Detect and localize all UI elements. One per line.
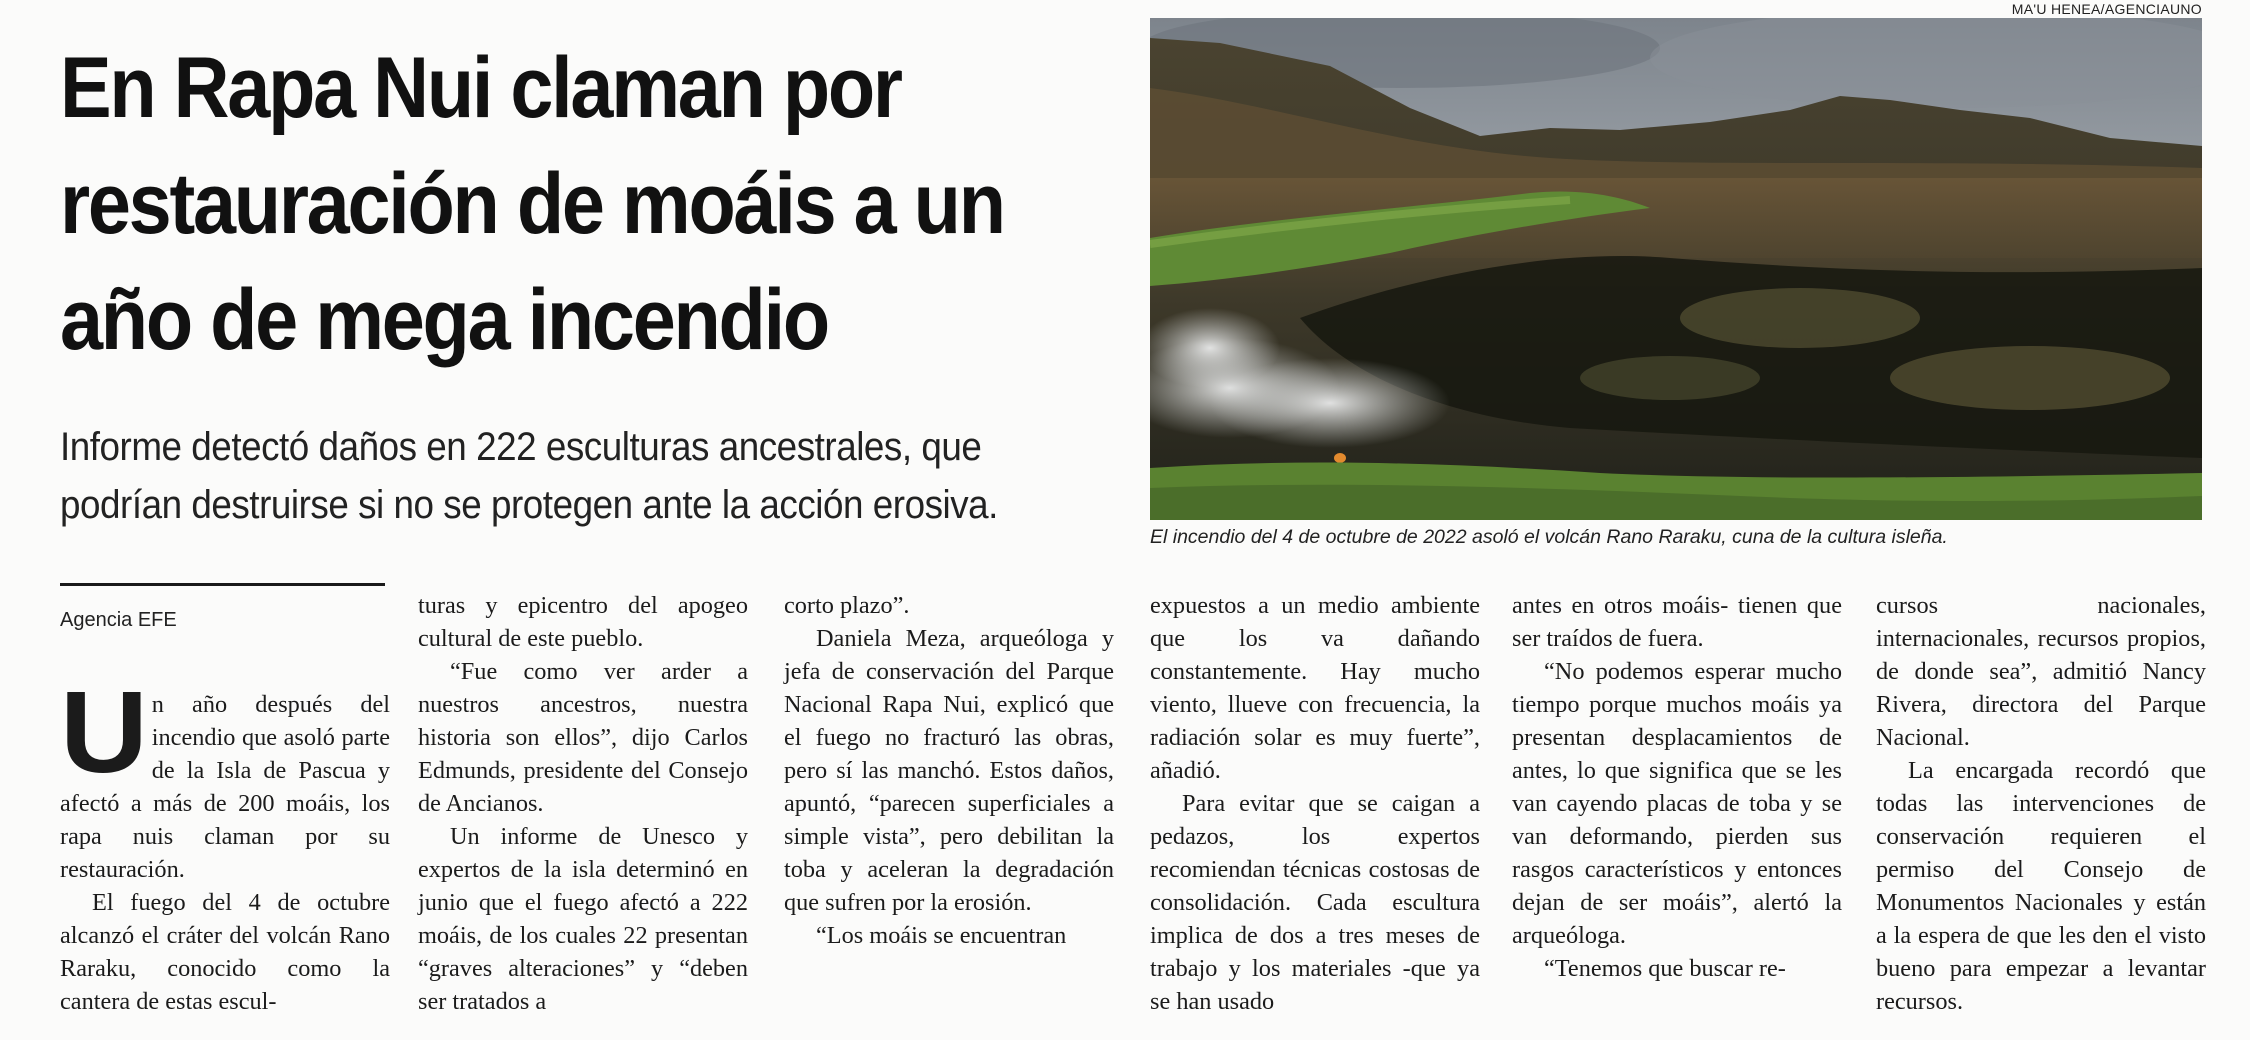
paragraph-text: n año después del incendio que asoló parte de la Isla de Pascua y afectó a más de 200 moáis, los rapa nuis claman por su restauración. [60,691,390,883]
body-column-5 [1512,589,1842,985]
paragraph: “Fue como ver arder a nuestros ancestros, nuestra historia son ellos”, dijo Carlos Edmunds, presidente del Consejo de Ancianos. [418,658,748,817]
body-column-2 [418,589,748,1018]
paragraph: La encargada recordó que todas las intervenciones de conservación requieren el permiso del Consejo de Monumentos Nacionales y están a la espera de que les den el visto bueno para empezar a levantar recursos. [1876,757,2206,1015]
body-column-3 [784,589,1114,952]
paragraph: Para evitar que se caigan a pedazos, los expertos recomiendan técnicas costosas de consolidación. Cada escultura implica de dos a tres meses de trabajo y los materiales -que ya se han usado [1150,790,1480,1015]
byline-rule [60,583,385,586]
paragraph: expuestos a un medio ambiente que los va dañando constantemente. Hay mucho viento, llueve con frecuencia, la radiación solar es muy fuerte”, añadió. [1150,592,1480,784]
paragraph [60,667,390,886]
paragraph: Un informe de Unesco y expertos de la isla determinó en junio que el fuego afectó a 222 moáis, de los cuales 22 presentan “graves alteraciones” y “deben ser tratados a [418,823,748,1015]
body-column-4 [1150,589,1480,1018]
body-column-1 [60,667,390,1018]
subheadline: Informe detectó daños en 222 esculturas ancestrales, que podrían destruirse si no se protegen ante la acción erosiva. [60,425,998,527]
paragraph: antes en otros moáis- tienen que ser traídos de fuera. [1512,592,1842,652]
body-column-6 [1876,589,2206,1018]
drop-cap: U [60,667,148,797]
paragraph: “No podemos esperar mucho tiempo porque muchos moáis ya presentan desplacamientos de antes, lo que significa que se les van cayendo placas de toba y se van deformando, pierden sus rasgos característicos y entonces dejan de ser moáis”, alertó la arqueóloga. [1512,658,1842,949]
byline: Agencia EFE [60,609,177,631]
volcano-fire-photo [1150,18,2202,520]
paragraph: cursos nacionales, internacionales, recursos propios, de donde sea”, admitió Nancy Rivera, directora del Parque Nacional. [1876,592,2206,751]
photo-caption: El incendio del 4 de octubre de 2022 asoló el volcán Rano Raraku, cuna de la cultura isleña. [1150,526,1948,548]
paragraph: “Los moáis se encuentran [816,922,1067,949]
paragraph: turas y epicentro del apogeo cultural de este pueblo. [418,592,748,652]
paragraph: El fuego del 4 de octubre alcanzó el cráter del volcán Rano Raraku, conocido como la cantera de estas escul- [60,889,390,1015]
paragraph: Daniela Meza, arqueóloga y jefa de conservación del Parque Nacional Rapa Nui, explicó que el fuego no fracturó las obras, pero sí las manchó. Estos daños, apuntó, “parecen superficiales a simple vista”, pero debilitan la toba y aceleran la degradación que sufren por la erosión. [784,625,1114,916]
headline: En Rapa Nui claman por restauración de moáis a un año de mega incendio [60,40,1004,368]
paragraph: corto plazo”. [784,592,910,619]
paragraph: “Tenemos que buscar re- [1544,955,1786,982]
photo-credit: MA'U HENEA/AGENCIAUNO [2011,1,2202,17]
